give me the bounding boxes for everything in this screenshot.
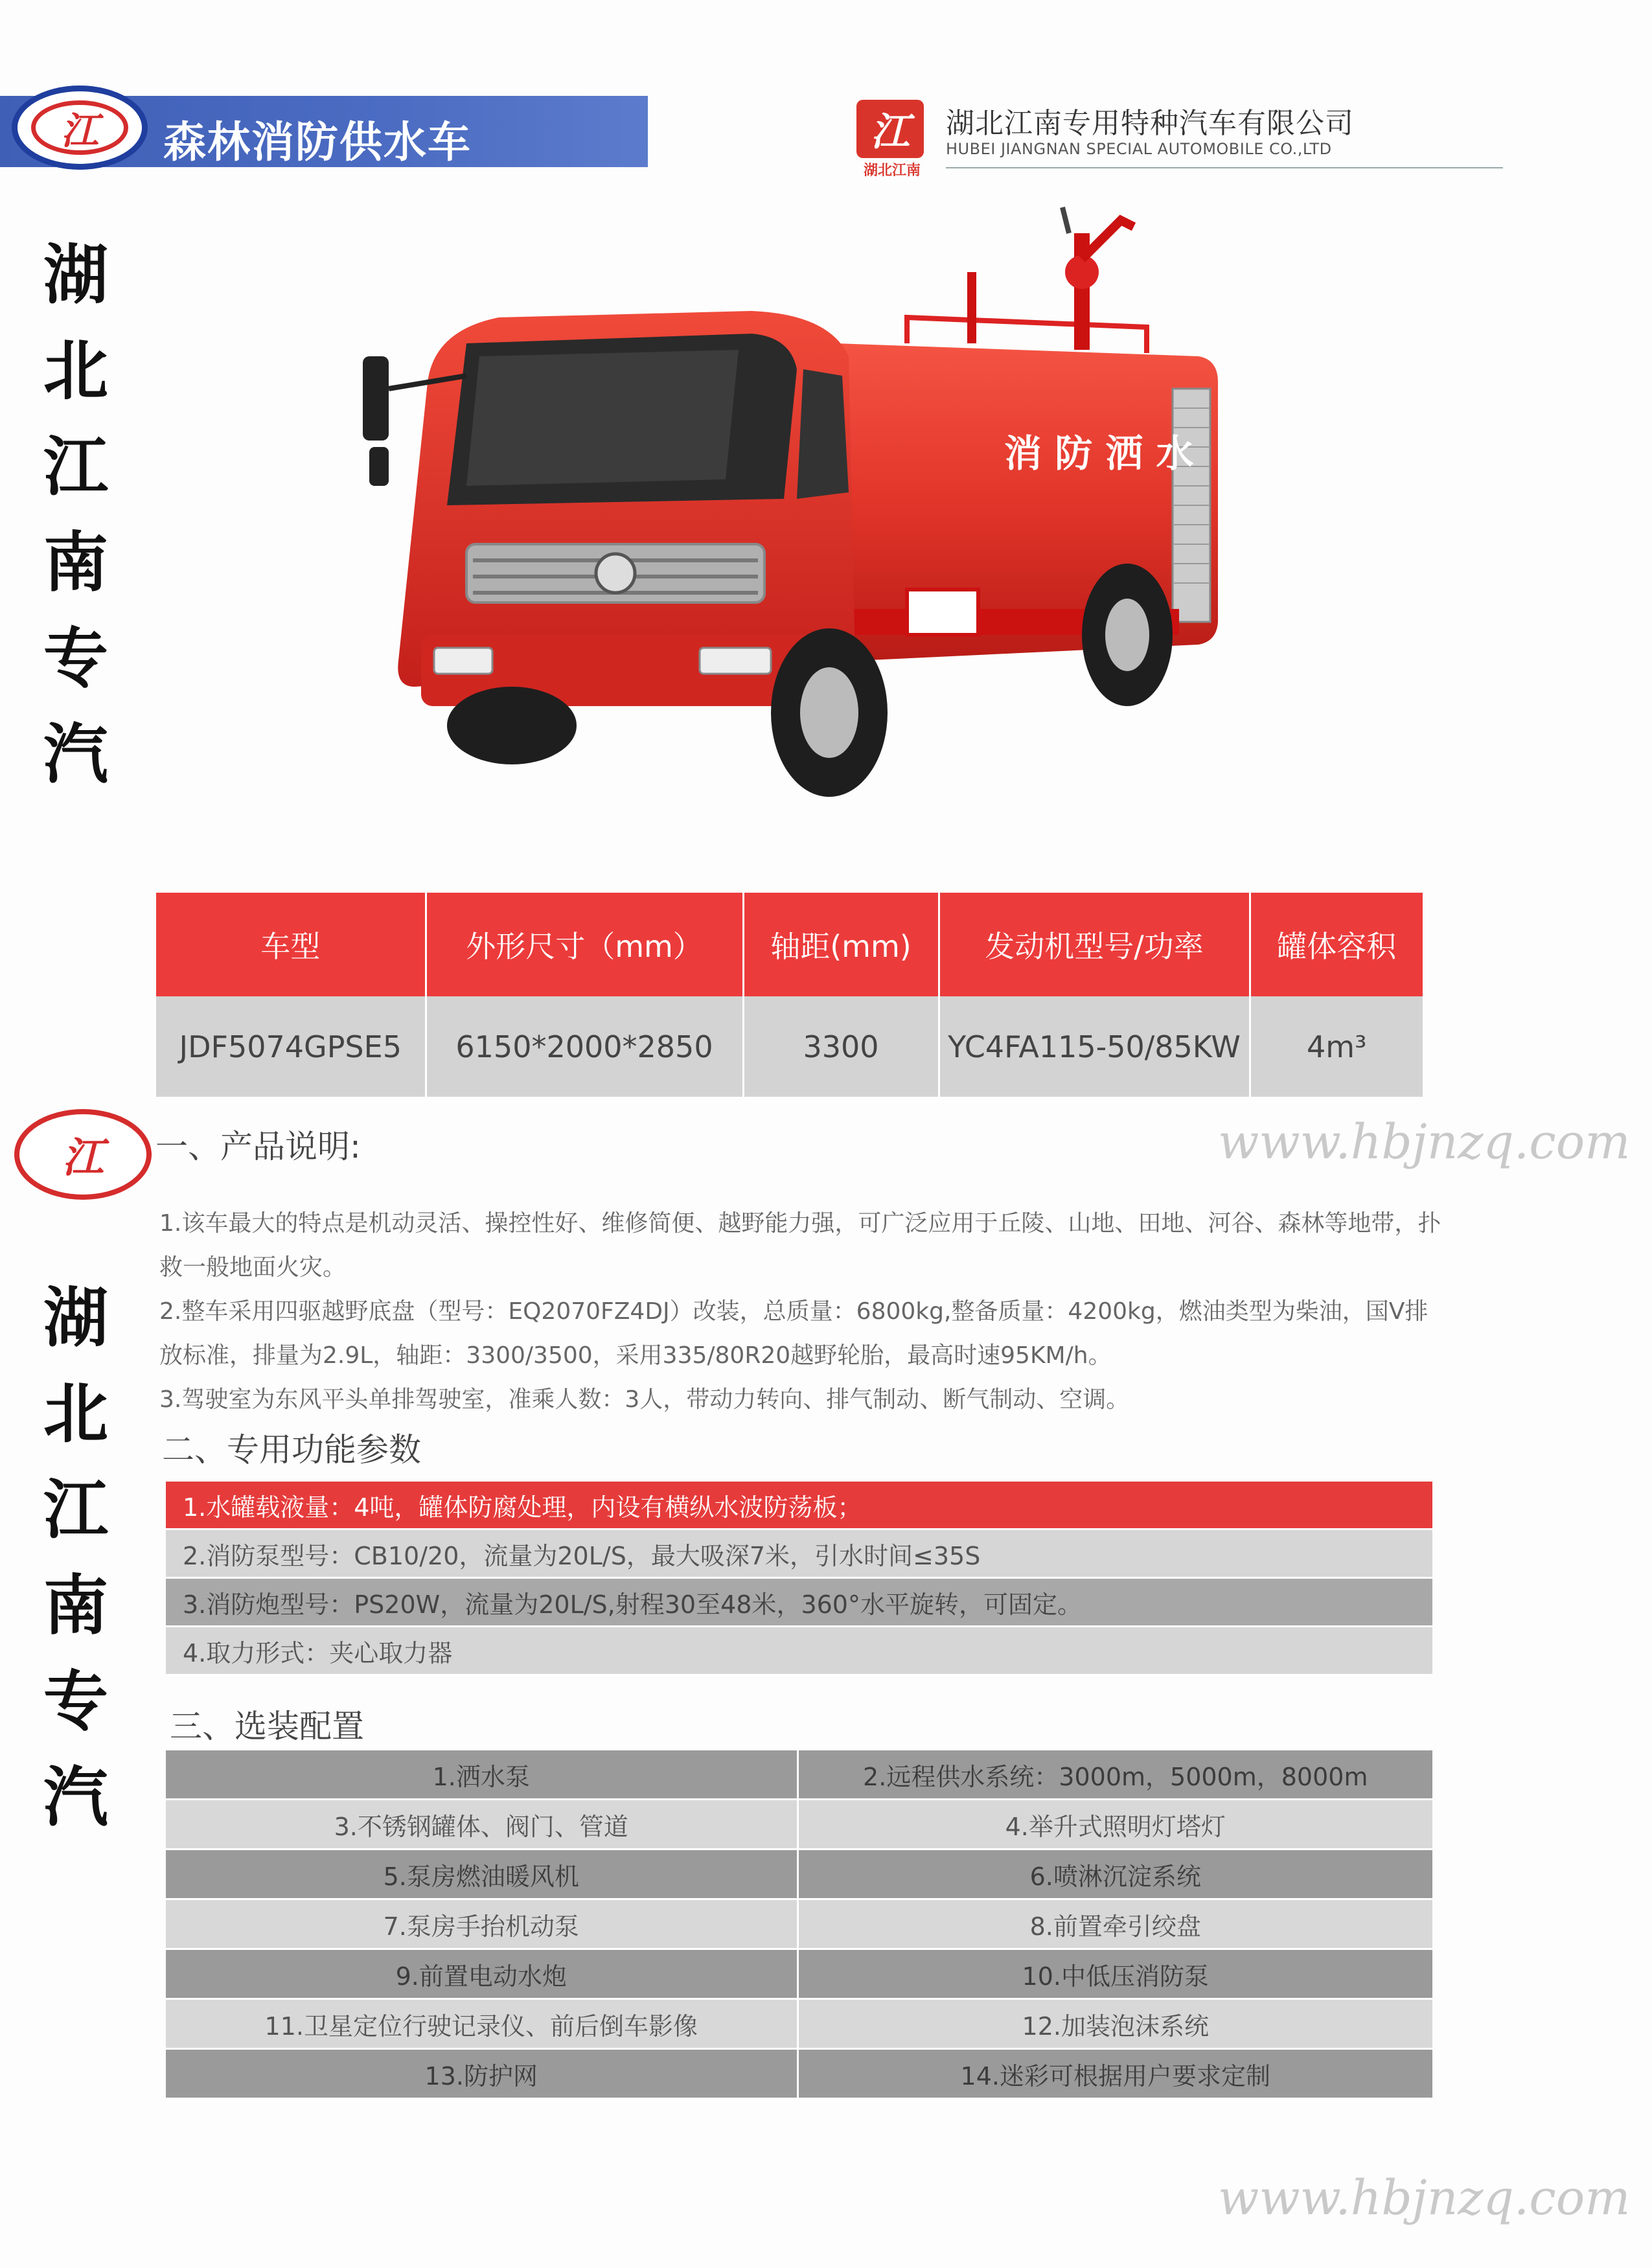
function-row [166, 1627, 1432, 1675]
side-char: 湖 [43, 1279, 108, 1356]
side-char: 汽 [43, 716, 108, 792]
jiangnan-logo [12, 86, 148, 170]
spec-header-cell: 轴距(mm) [743, 893, 939, 996]
spec-table [156, 893, 1423, 1097]
footer-watermark: www.hbjnzq.com [1218, 2170, 1631, 2226]
company-logo-mark: 江 [856, 100, 924, 158]
side-char: 专 [43, 620, 108, 696]
logo-mark: 江 [31, 100, 128, 155]
brand-emblem [596, 554, 635, 593]
option-cell: 11.卫星定位行驶记录仪、前后倒车影像 [166, 1999, 797, 2049]
company-name-cn: 湖北江南专用特种汽车有限公司 [946, 107, 1354, 140]
side-logo [14, 1109, 152, 1200]
function-row [166, 1529, 1432, 1578]
description-item: 2.整车采用四驱越野底盘（型号：EQ2070FZ4DJ）改装，总质量：6800kg,整备质量：4200kg，燃油类型为柴油，国V排放标准，排量为2.9L，轴距：3300/3500，采用335/80R20越野轮胎，最高时速95KM/h。 [159, 1298, 1428, 1369]
company-logo [856, 100, 928, 179]
option-cell: 7.泵房手抬机动泵 [166, 1899, 797, 1949]
option-row [166, 1750, 1432, 1800]
product-description [159, 1202, 1442, 1422]
section-heading-description: 一、产品说明: [155, 1128, 361, 1165]
option-cell: 1.洒水泵 [166, 1750, 797, 1800]
option-row [166, 1949, 1432, 1999]
side-char: 北 [43, 1375, 108, 1452]
function-params-table [166, 1482, 1432, 1676]
function-cell: 1.水罐载液量：4吨，罐体防腐处理，内设有横纵水波防荡板； [166, 1482, 1432, 1529]
spec-cell: YC4FA115-50/85KW [939, 996, 1250, 1097]
option-cell: 12.加装泡沫系统 [797, 1999, 1432, 2049]
spec-header-cell: 发动机型号/功率 [939, 893, 1250, 996]
fire-truck-illustration [337, 194, 1231, 842]
option-cell: 10.中低压消防泵 [797, 1949, 1432, 1999]
optional-config-table [166, 1750, 1432, 2100]
website-watermark: www.hbjnzq.com [1218, 1114, 1631, 1170]
spec-cell: 3300 [743, 996, 939, 1097]
header-divider [946, 167, 1503, 168]
side-char: 北 [43, 332, 108, 409]
water-cannon [1065, 255, 1099, 289]
spec-header-cell: 外形尺寸（mm） [426, 893, 743, 996]
option-cell: 4.举升式照明灯塔灯 [797, 1800, 1432, 1850]
side-char: 江 [43, 1471, 108, 1548]
page-title: 森林消防供水车 [163, 117, 472, 167]
option-cell: 2.远程供水系统：3000m，5000m，8000m [797, 1750, 1432, 1800]
section-heading-options: 三、选装配置 [170, 1708, 364, 1745]
side-char: 南 [43, 524, 108, 601]
side-logo-mark: 江 [62, 1134, 104, 1182]
company-logo-caption: 湖北江南 [863, 163, 921, 179]
option-row [166, 1800, 1432, 1850]
option-row [166, 1999, 1432, 2049]
side-char: 南 [43, 1567, 108, 1644]
option-cell: 6.喷淋沉淀系统 [797, 1850, 1432, 1899]
spec-cell: JDF5074GPSE5 [156, 996, 426, 1097]
description-item: 1.该车最大的特点是机动灵活、操控性好、维修简便、越野能力强，可广泛应用于丘陵、山地、田地、河谷、森林等地带，扑救一般地面火灾。 [159, 1210, 1441, 1281]
function-cell: 3.消防炮型号：PS20W，流量为20L/S,射程30至48米，360°水平旋转，可固定。 [166, 1578, 1432, 1627]
option-row [166, 2049, 1432, 2099]
spec-cell: 6150*2000*2850 [426, 996, 743, 1097]
company-name-en: HUBEI JIANGNAN SPECIAL AUTOMOBILE CO.,LTD [946, 140, 1332, 158]
side-char: 专 [43, 1663, 108, 1739]
spec-header-cell: 车型 [156, 893, 426, 996]
side-char: 江 [43, 428, 108, 505]
description-item: 3.驾驶室为东风平头单排驾驶室，准乘人数：3人，带动力转向、排气制动、断气制动、空调。 [159, 1386, 1130, 1413]
spec-header-cell: 罐体容积 [1250, 893, 1423, 996]
section-heading-functions: 二、专用功能参数 [162, 1431, 421, 1469]
function-row [166, 1482, 1432, 1529]
function-cell: 2.消防泵型号：CB10/20，流量为20L/S，最大吸深7米，引水时间≤35S [166, 1529, 1432, 1578]
side-char: 湖 [43, 236, 108, 313]
tank-lettering: 消 防 洒 水 [1004, 431, 1194, 475]
side-char: 汽 [43, 1759, 108, 1835]
option-cell: 3.不锈钢罐体、阀门、管道 [166, 1800, 797, 1850]
function-cell: 4.取力形式：夹心取力器 [166, 1627, 1432, 1675]
option-cell: 8.前置牵引绞盘 [797, 1899, 1432, 1949]
option-row [166, 1850, 1432, 1899]
front-left-wheel [447, 687, 577, 764]
function-row [166, 1578, 1432, 1627]
option-cell: 14.迷彩可根据用户要求定制 [797, 2049, 1432, 2099]
side-calligraphy-top [34, 227, 118, 802]
option-row [166, 1899, 1432, 1949]
spec-header-row [156, 893, 1423, 996]
option-cell: 13.防护网 [166, 2049, 797, 2099]
option-cell: 9.前置电动水炮 [166, 1949, 797, 1999]
option-cell: 5.泵房燃油暖风机 [166, 1850, 797, 1899]
side-calligraphy-bottom [34, 1270, 118, 1845]
spec-data-row [156, 996, 1423, 1097]
spec-cell: 4m³ [1250, 996, 1423, 1097]
